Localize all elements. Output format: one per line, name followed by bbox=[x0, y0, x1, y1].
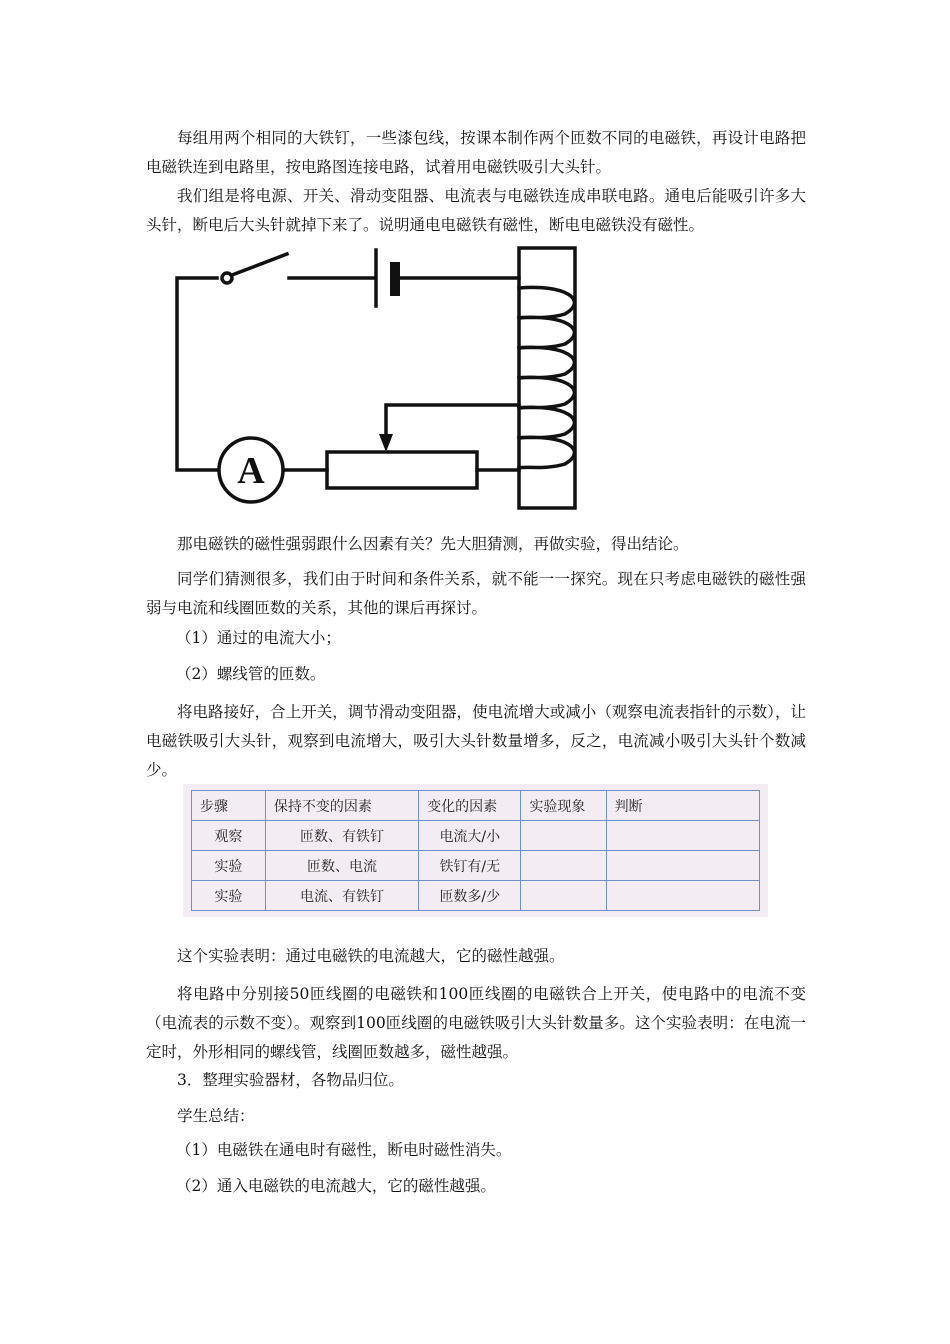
table-cell bbox=[606, 851, 759, 881]
paragraph-guesses: 同学们猜测很多，我们由于时间和条件关系，就不能一一探究。现在只考虑电磁铁的磁性强弱与电流和线圈匝数的关系，其他的课后再探讨。 bbox=[146, 570, 806, 617]
paragraph-question: 那电磁铁的磁性强弱跟什么因素有关？先大胆猜测，再做实验，得出结论。 bbox=[177, 535, 689, 553]
battery-short-plate bbox=[390, 262, 400, 296]
table-header: 变化的因素 bbox=[419, 791, 521, 821]
table-cell bbox=[521, 821, 606, 851]
summary-item-2: （2）通入电磁铁的电流越大，它的磁性越强。 bbox=[176, 1177, 496, 1195]
summary-item-1: （1）电磁铁在通电时有磁性，断电时磁性消失。 bbox=[176, 1141, 512, 1159]
solenoid-coil bbox=[519, 287, 574, 468]
table-header: 步骤 bbox=[192, 791, 266, 821]
table-cell: 电流、有铁钉 bbox=[265, 881, 418, 911]
paragraph-series-circuit: 我们组是将电源、开关、滑动变阻器、电流表与电磁铁连成串联电路。通电后能吸引许多大头针，断电后大头针就掉下来了。说明通电电磁铁有磁性，断电电磁铁没有磁性。 bbox=[146, 187, 806, 234]
slider-wire bbox=[386, 405, 519, 436]
table-cell bbox=[521, 881, 606, 911]
paragraph-cleanup: 3．整理实验器材，各物品归位。 bbox=[177, 1071, 404, 1089]
paragraph-summary-heading: 学生总结： bbox=[177, 1107, 255, 1125]
list-item-turns: （2）螺线管的匝数。 bbox=[176, 665, 326, 683]
table-cell: 铁钉有/无 bbox=[419, 851, 521, 881]
table-row bbox=[192, 881, 760, 911]
table-row bbox=[192, 821, 760, 851]
table-cell: 观察 bbox=[192, 821, 266, 851]
table-cell: 匝数、电流 bbox=[265, 851, 418, 881]
table-header-row bbox=[192, 791, 760, 821]
switch-blade bbox=[232, 254, 287, 275]
paragraph-materials: 每组用两个相同的大铁钉，一些漆包线，按课本制作两个匝数不同的电磁铁，再设计电路把电磁铁连到电路里，按电路图连接电路，试着用电磁铁吸引大头针。 bbox=[146, 129, 806, 176]
paragraph-procedure: 将电路接好，合上开关，调节滑动变阻器，使电流增大或减小（观察电流表指针的示数），让电磁铁吸引大头针，观察到电流增大，吸引大头针数量增多，反之，电流减小吸引大头针个数减少。 bbox=[146, 703, 806, 779]
table-header: 实验现象 bbox=[521, 791, 606, 821]
table-header: 保持不变的因素 bbox=[265, 791, 418, 821]
slider-arrow bbox=[379, 434, 393, 452]
list-item-current: （1）通过的电流大小； bbox=[176, 629, 341, 647]
paragraph-turns-experiment: 将电路中分别接50匝线圈的电磁铁和100匝线圈的电磁铁合上开关，使电路中的电流不变（电流表的示数不变）。观察到100匝线圈的电磁铁吸引大头针数量多。这个实验表明：在电流一定时，外形相同的螺线管，线圈匝数越多，磁性越强。 bbox=[146, 985, 806, 1061]
table-cell: 匝数、有铁钉 bbox=[265, 821, 418, 851]
circuit-diagram bbox=[165, 240, 595, 512]
table-cell: 匝数多/少 bbox=[419, 881, 521, 911]
paragraph-conclusion-current: 这个实验表明：通过电磁铁的电流越大，它的磁性越强。 bbox=[177, 947, 565, 965]
rheostat-body bbox=[327, 452, 477, 488]
experiment-table bbox=[191, 790, 760, 911]
table-cell: 实验 bbox=[192, 851, 266, 881]
table-cell: 电流大/小 bbox=[419, 821, 521, 851]
table-row bbox=[192, 851, 760, 881]
table-cell bbox=[606, 821, 759, 851]
ammeter-label: A bbox=[237, 450, 265, 492]
table-cell: 实验 bbox=[192, 881, 266, 911]
experiment-table-image bbox=[183, 784, 768, 917]
table-cell bbox=[606, 881, 759, 911]
left-wire bbox=[177, 278, 219, 470]
table-cell bbox=[521, 851, 606, 881]
table-header: 判断 bbox=[606, 791, 759, 821]
